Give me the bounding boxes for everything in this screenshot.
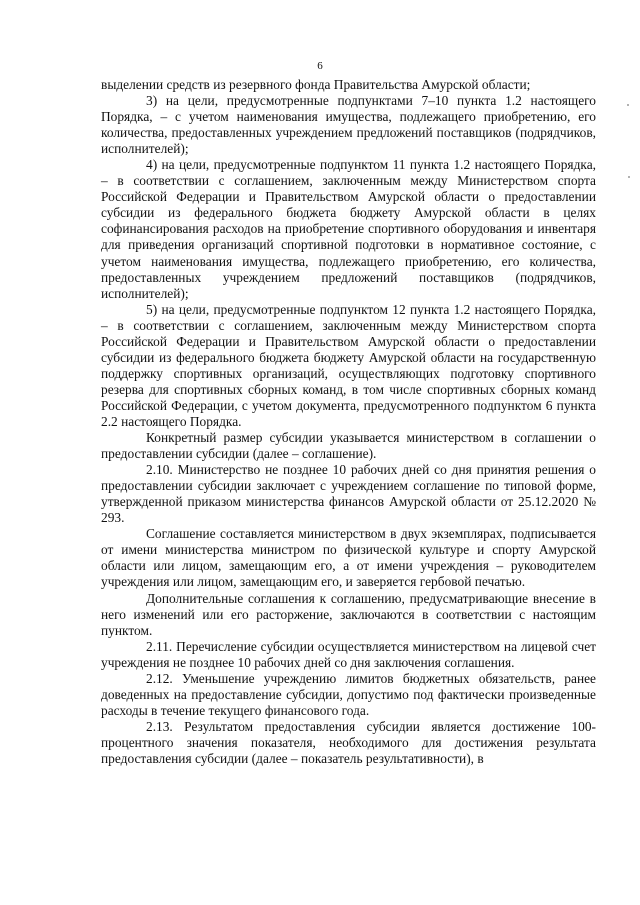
page-number: 6: [317, 60, 323, 72]
paragraph-item-3: 3) на цели, предусмотренные подпунктами 7–10 пункта 1.2 настоящего Порядка, – с учетом наименования имущества, подлежащего приобретению, его количества, предоставленных учреждением предложений поставщиков (подрядчиков, исполнителей);: [101, 93, 596, 157]
document-body: [101, 77, 596, 767]
paragraph-continuation: выделении средств из резервного фонда Правительства Амурской области;: [101, 77, 531, 92]
scan-speck: [627, 104, 629, 106]
paragraph-item-5: 5) на цели, предусмотренные подпунктом 12 пункта 1.2 настоящего Порядка, – в соответствии с соглашением, заключенным между Министерством спорта Российской Федерации и Правительством Амурской области о предоставлении субсидии из федерального бюджета бюджету Амурской области на государственную поддержку спортивных организаций, осуществляющих подготовку спортивного резерва для спортивных сборных команд, в том числе спортивных сборных команд Российской Федерации, с учетом документа, предусмотренного подпунктом 6 пункта 2.2 настоящего Порядка.: [101, 301, 596, 429]
paragraph-agreement: Соглашение составляется министерством в двух экземплярах, подписывается от имени министерства министром по физической культуре и спорту Амурской области или лицом, замещающим его, а от имени учреждения – руководителем учреждения или лицом, замещающим его, и заверяется гербовой печатью.: [101, 526, 596, 590]
paragraph-2-10: 2.10. Министерство не позднее 10 рабочих дней со дня принятия решения о предоставлении субсидии заключает с учреждением соглашение по типовой форме, утвержденной приказом министерства финансов Амурской области от 25.12.2020 № 293.: [101, 462, 596, 526]
paragraph-additional-agreements: Дополнительные соглашения к соглашению, предусматривающие внесение в него изменений или его расторжение, заключаются в соответствии с настоящим пунктом.: [101, 590, 596, 638]
paragraph-2-12: 2.12. Уменьшение учреждению лимитов бюджетных обязательств, ранее доведенных на предоставление субсидии, допустимо под фактически произведенные расходы в течение текущего финансового года.: [101, 670, 596, 718]
paragraph-2-11: 2.11. Перечисление субсидии осуществляется министерством на лицевой счет учреждения не позднее 10 рабочих дней со дня заключения соглашения.: [101, 638, 596, 670]
scan-speck: [628, 176, 630, 178]
paragraph-2-13: 2.13. Результатом предоставления субсидии является достижение 100-процентного значения показателя, необходимого для достижения результата предоставления субсидии (далее – показатель результативности), в: [101, 718, 596, 766]
paragraph-item-4: 4) на цели, предусмотренные подпунктом 11 пункта 1.2 настоящего Порядка, – в соответствии с соглашением, заключенным между Министерством спорта Российской Федерации и Правительством Амурской области о предоставлении субсидии из федерального бюджета бюджету Амурской области в целях софинансирования расходов на приобретение спортивного оборудования и инвентаря для приведения организаций спортивной подготовки в нормативное состояние, с учетом наименования имущества, подлежащего приобретению, его количества, предоставленных учреждением предложений поставщиков (подрядчиков, исполнителей);: [101, 157, 596, 301]
paragraph-subsidy-amount: Конкретный размер субсидии указывается министерством в соглашении о предоставлении субсидии (далее – соглашение).: [101, 430, 596, 462]
